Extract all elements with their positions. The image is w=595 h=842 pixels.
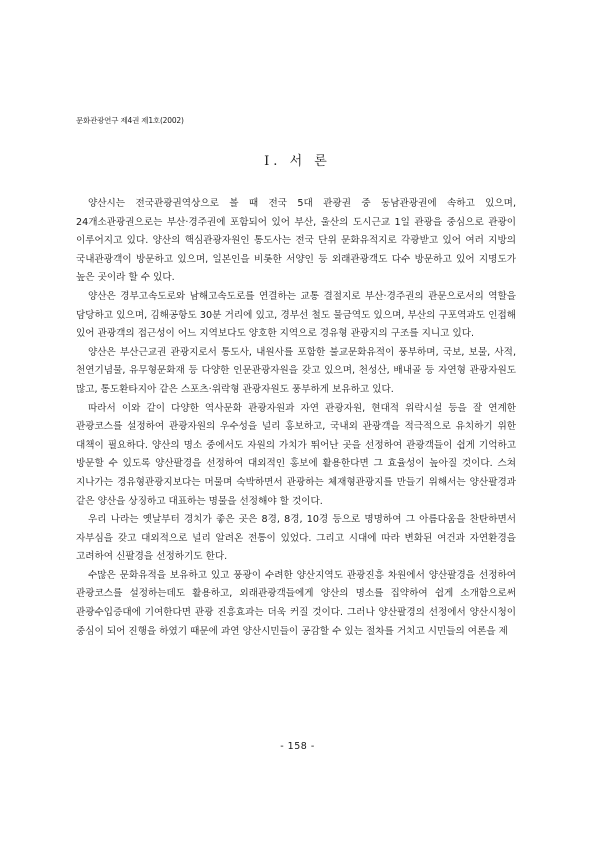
- paragraph: 우리 나라는 옛날부터 경치가 좋은 곳은 8경, 8경, 10경 등으로 명명하여 그 아름다움을 찬탄하면서 자부심을 갖고 대외적으로 널리 알려온 전통이 있었다. 그리고 시대에 따라 변화된 여건과 자연환경을 고려하여 신팔경을 선정하기도 한다.: [76, 514, 516, 563]
- paragraph: 수많은 문화유적을 보유하고 있고 풍광이 수려한 양산지역도 관광진흥 차원에서 양산팔경을 선정하여 관광코스를 설정하는데도 활용하고, 외래관광객들에게 양산의 명소를 집약하여 쉽게 소개함으로써 관광수입증대에 기여한다면 관광 진흥효과는 더욱 커질 것이다. 그러나 양산팔경의 선정에서 양산시청이 중심이 되어 진행을 하였기 때문에 과연 양산시민들이 공감할 수 있는 절차를 거치고 시민들의 여론을 제: [76, 569, 516, 637]
- paragraph: 양산은 경부고속도로와 남해고속도로를 연결하는 교통 결절지로 부산·경주권의 관문으로서의 역할을 담당하고 있으며, 김해공항도 30분 거리에 있고, 경부선 철도 물금역도 있으며, 부산의 구포역과도 인접해 있어 관광객의 접근성이 어느 지역보다도 양호한 지역으로 경유형 관광지의 구조를 지니고 있다.: [76, 290, 516, 340]
- page-number: - 158 -: [280, 741, 315, 752]
- paragraph: 양산은 부산근교권 관광지로서 통도사, 내원사를 포함한 불교문화유적이 풍부하며, 국보, 보물, 사적, 천연기념물, 유무형문화재 등 다양한 인문관광자원을 갖고 있으며, 천성산, 배내골 등 자연형 관광자원도 많고, 통도환타지아 같은 스포츠·위락형 관광자원도 풍부하게 보유하고 있다.: [76, 346, 516, 395]
- paragraph: 양산시는 전국관광권역상으로 볼 때 전국 5대 관광권 중 동남관광권에 속하고 있으며, 24개소관광권으로는 부산·경주권에 포함되어 있어 부산, 울산의 도시근교 1일 관광을 중심으로 관광이 이루어지고 있다. 양산의 핵심관광자원인 통도사는 전국 단위 문화유적지로 각광받고 있어 여러 지방의 국내관광객이 방문하고 있으며, 일본인을 비롯한 서양인 등 외래관광객도 다수 방문하고 있어 지명도가 높은 곳이라 할 수 있다.: [76, 198, 516, 284]
- body-text: [76, 195, 516, 641]
- section-title: Ⅰ. 서 론: [264, 154, 331, 169]
- paragraph: 따라서 이와 같이 다양한 역사문화 관광자원과 자연 관광자원, 현대적 위락시설 등을 잘 연계한 관광코스를 설정하여 관광자원의 우수성을 널리 홍보하고, 국내외 관광객을 적극적으로 유치하기 위한 대책이 필요하다. 양산의 명소 중에서도 자원의 가치가 뛰어난 곳을 선정하여 관광객들이 쉽게 기억하고 방문할 수 있도록 양산팔경을 선정하여 대외적인 홍보에 활용한다면 그 효율성이 높아질 것이다. 스쳐 지나가는 경유형관광지보다는 머물며 숙박하면서 관광하는 체재형관광지를 만들기 위해서는 양산팔경과 같은 양산을 상징하고 대표하는 명물을 선정해야 할 것이다.: [76, 402, 516, 507]
- journal-header: 문화관광연구 제4권 제1호(2002): [76, 116, 184, 125]
